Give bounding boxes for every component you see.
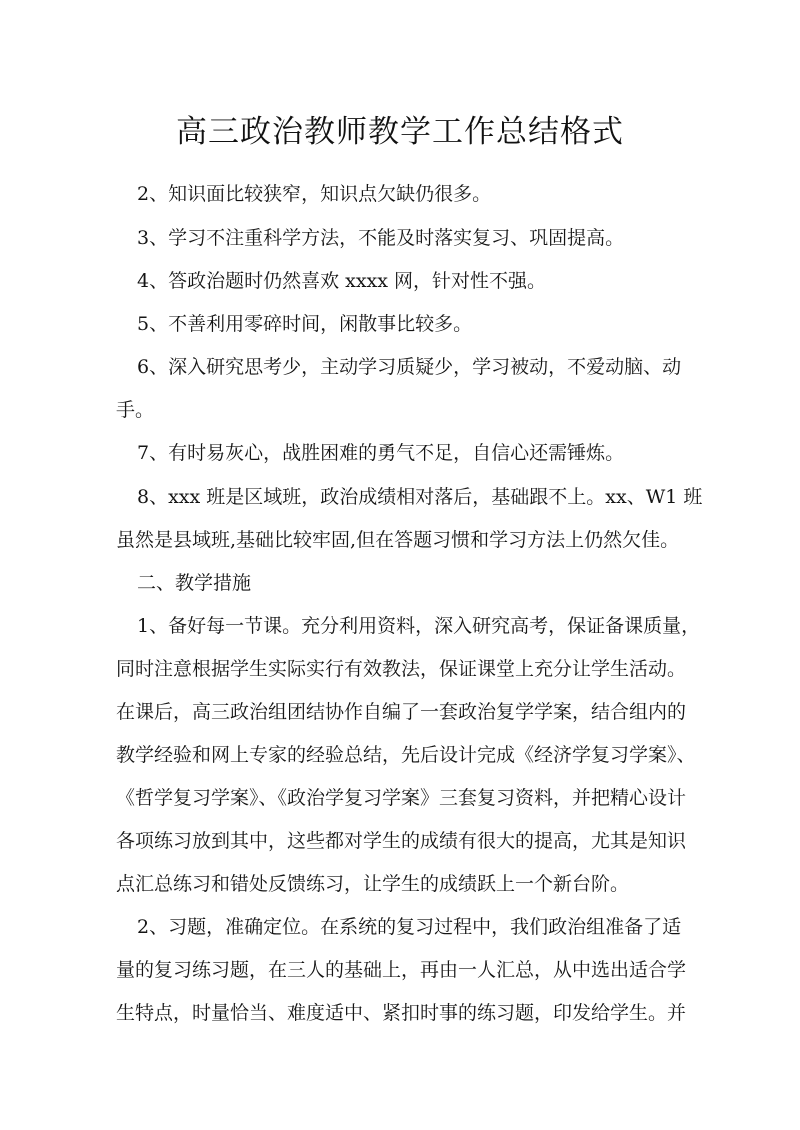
paragraph-line: 6、深入研究思考少，主动学习质疑少，学习被动，不爱动脑、动 [137, 356, 682, 378]
paragraph-line: 各项练习放到其中，这些都对学生的成绩有很大的提高，尤其是知识 [116, 830, 687, 852]
paragraph-line: 2、知识面比较狭窄，知识点欠缺仍很多。 [137, 183, 492, 205]
paragraph-line: 虽然是县域班,基础比较牢固,但在答题习惯和学习方法上仍然欠佳。 [116, 529, 680, 551]
paragraph-line: 4、答政治题时仍然喜欢 xxxx 网，针对性不强。 [137, 270, 547, 292]
paragraph-line: 点汇总练习和错处反馈练习，让学生的成绩跃上一个新台阶。 [116, 873, 630, 895]
paragraph-line: 3、学习不注重科学方法，不能及时落实复习、巩固提高。 [137, 227, 625, 249]
paragraph-line: 教学经验和网上专家的经验总结，先后设计完成《经济学复习学案》、 [116, 744, 696, 766]
paragraph-line: 量的复习练习题，在三人的基础上，再由一人汇总，从中选出适合学 [116, 959, 687, 981]
paragraph-line: 《哲学复习学案》、《政治学复习学案》三套复习资料，并把精心设计 [116, 787, 687, 809]
paragraph-line: 2、习题，准确定位。在系统的复习过程中，我们政治组准备了适 [137, 916, 682, 938]
section-heading: 二、教学措施 [137, 572, 252, 594]
paragraph-line: 手。 [116, 399, 155, 421]
paragraph-line: 7、有时易灰心，战胜困难的勇气不足，自信心还需锤炼。 [137, 442, 625, 464]
document-title: 高三政治教师教学工作总结格式 [176, 114, 624, 150]
paragraph-line: 5、不善利用零碎时间，闲散事比较多。 [137, 313, 473, 335]
paragraph-line: 在课后，高三政治组团结协作自编了一套政治复学学案，结合组内的 [116, 701, 687, 723]
paragraph-line: 同时注意根据学生实际实行有效教法，保证课堂上充分让学生活动。 [116, 658, 687, 680]
paragraph-line: 8、xxx 班是区域班，政治成绩相对落后，基础跟不上。xx、W1 班 [137, 486, 703, 508]
paragraph-line: 1、备好每一节课。充分利用资料，深入研究高考，保证备课质量， [137, 615, 701, 637]
paragraph-line: 生特点，时量恰当、难度适中、紧扣时事的练习题，印发给学生。并 [116, 1002, 687, 1024]
